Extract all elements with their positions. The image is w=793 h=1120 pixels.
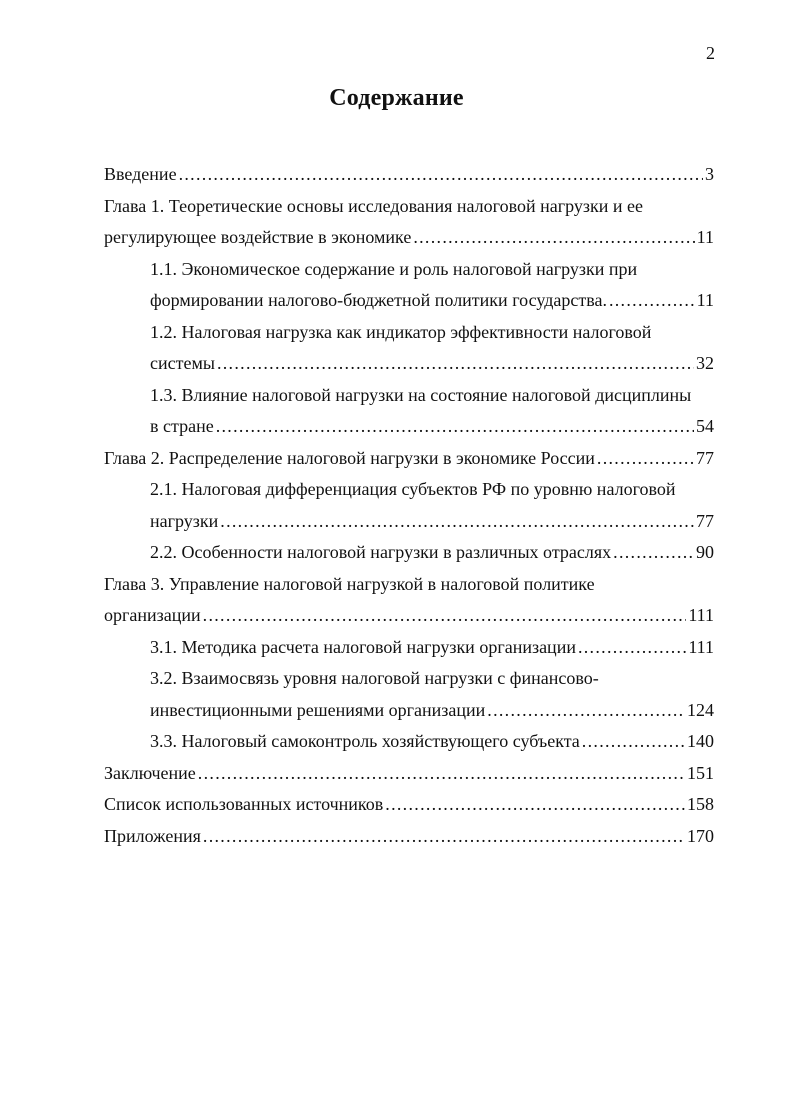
toc-entry-section-2-2[interactable] bbox=[104, 537, 714, 569]
toc-entry-title-first-line: 2.1. Налоговая дифференциация субъектов РФ по уровню налоговой bbox=[150, 479, 676, 499]
toc-entry-page: 124 bbox=[687, 699, 714, 720]
leader-dots bbox=[220, 506, 694, 538]
toc-entry-references[interactable] bbox=[104, 789, 714, 821]
toc-entry-chapter-1[interactable] bbox=[104, 191, 714, 254]
leader-dots bbox=[582, 726, 685, 758]
toc-entry-title-first-line: 1.1. Экономическое содержание и роль налоговой нагрузки при bbox=[150, 258, 638, 279]
leader-dots bbox=[203, 821, 685, 853]
toc-entry-title: нагрузки bbox=[150, 510, 219, 531]
toc-entry-page: 111 bbox=[688, 605, 714, 625]
leader-dots bbox=[613, 537, 694, 569]
toc-entry-title-first-line: Глава 3. Управление налоговой нагрузкой в налоговой политике bbox=[104, 573, 595, 594]
leader-dots bbox=[217, 348, 694, 380]
toc-entry-section-3-3[interactable] bbox=[104, 726, 714, 758]
toc-entry-page: 77 bbox=[696, 447, 714, 468]
toc-entry-section-1-3[interactable] bbox=[104, 380, 714, 443]
toc-entry-chapter-2[interactable] bbox=[104, 443, 714, 475]
toc-line bbox=[104, 821, 714, 853]
toc-line bbox=[104, 159, 714, 191]
toc-entry-page: 90 bbox=[696, 542, 714, 562]
toc-entry-section-1-1[interactable] bbox=[104, 254, 714, 317]
toc-entry-page: 32 bbox=[696, 353, 714, 373]
toc-entry-title: формировании налогово-бюджетной политики государства. bbox=[150, 290, 607, 310]
toc-entry-title: регулирующее воздействие в экономике bbox=[104, 227, 412, 247]
toc-entry-title: 3.3. Налоговый самоконтроль хозяйствующего субъекта bbox=[150, 731, 580, 751]
toc-line bbox=[104, 600, 714, 632]
toc-entry-title-first-line: 1.2. Налоговая нагрузка как индикатор эффективности налоговой bbox=[150, 321, 652, 342]
toc-line bbox=[104, 758, 714, 790]
toc-entry-title: 3.1. Методика расчета налоговой нагрузки организации bbox=[150, 636, 576, 657]
toc-entry-title: Глава 2. Распределение налоговой нагрузки в экономике России bbox=[104, 447, 595, 468]
leader-dots bbox=[216, 411, 694, 443]
leader-dots bbox=[487, 695, 685, 727]
leader-dots bbox=[385, 789, 685, 821]
toc-entry-title: Введение bbox=[104, 164, 177, 184]
toc-entry-title: Заключение bbox=[104, 762, 196, 783]
toc-line bbox=[150, 348, 714, 380]
toc-entry-appendices[interactable] bbox=[104, 821, 714, 853]
table-of-contents bbox=[104, 159, 714, 852]
toc-entry-section-2-1[interactable] bbox=[104, 474, 714, 537]
page-number: 2 bbox=[706, 43, 715, 63]
toc-entry-title-first-line: 1.3. Влияние налоговой нагрузки на состояние налоговой дисциплины bbox=[150, 384, 692, 405]
toc-entry-page: 140 bbox=[687, 731, 714, 751]
toc-entry-section-3-1[interactable] bbox=[104, 632, 714, 664]
toc-line bbox=[104, 222, 714, 254]
leader-dots bbox=[609, 285, 695, 317]
toc-entry-section-3-2[interactable] bbox=[104, 663, 714, 726]
toc-line bbox=[150, 695, 714, 727]
toc-entry-title: Приложения bbox=[104, 825, 201, 846]
toc-line bbox=[150, 632, 714, 664]
toc-entry-section-1-2[interactable] bbox=[104, 317, 714, 380]
toc-line bbox=[150, 411, 714, 443]
toc-entry-page: 170 bbox=[687, 825, 714, 846]
toc-entry-page: 54 bbox=[696, 416, 714, 436]
toc-entry-title: организации bbox=[104, 605, 201, 625]
toc-line bbox=[150, 726, 714, 758]
toc-entry-title-first-line: Глава 1. Теоретические основы исследования налоговой нагрузки и ее bbox=[104, 195, 643, 216]
toc-entry-title-first-line: 3.2. Взаимосвязь уровня налоговой нагрузки с финансово- bbox=[150, 668, 599, 688]
toc-entry-title: инвестиционными решениями организации bbox=[150, 699, 486, 720]
toc-entry-page: 77 bbox=[696, 510, 714, 531]
toc-entry-conclusion[interactable] bbox=[104, 758, 714, 790]
toc-line bbox=[150, 285, 714, 317]
leader-dots bbox=[179, 159, 703, 191]
toc-entry-title: системы bbox=[150, 353, 215, 373]
leader-dots bbox=[597, 443, 694, 475]
leader-dots bbox=[578, 632, 686, 664]
leader-dots bbox=[413, 222, 694, 254]
toc-entry-page: 151 bbox=[687, 762, 714, 783]
leader-dots bbox=[203, 600, 687, 632]
toc-entry-title: в стране bbox=[150, 416, 214, 436]
toc-line bbox=[150, 506, 714, 538]
toc-entry-page: 11 bbox=[696, 227, 714, 247]
toc-entry-introduction[interactable] bbox=[104, 159, 714, 191]
toc-entry-title: Список использованных источников bbox=[104, 794, 384, 814]
toc-entry-page: 3 bbox=[705, 164, 714, 184]
page-title: Содержание bbox=[329, 85, 464, 111]
toc-entry-title: 2.2. Особенности налоговой нагрузки в различных отраслях bbox=[150, 542, 612, 562]
toc-line bbox=[104, 443, 714, 475]
toc-entry-page: 11 bbox=[696, 290, 714, 310]
toc-entry-page: 111 bbox=[688, 636, 714, 657]
toc-entry-page: 158 bbox=[687, 794, 714, 814]
toc-line bbox=[104, 789, 714, 821]
toc-entry-chapter-3[interactable] bbox=[104, 569, 714, 632]
leader-dots bbox=[198, 758, 685, 790]
toc-line bbox=[150, 537, 714, 569]
